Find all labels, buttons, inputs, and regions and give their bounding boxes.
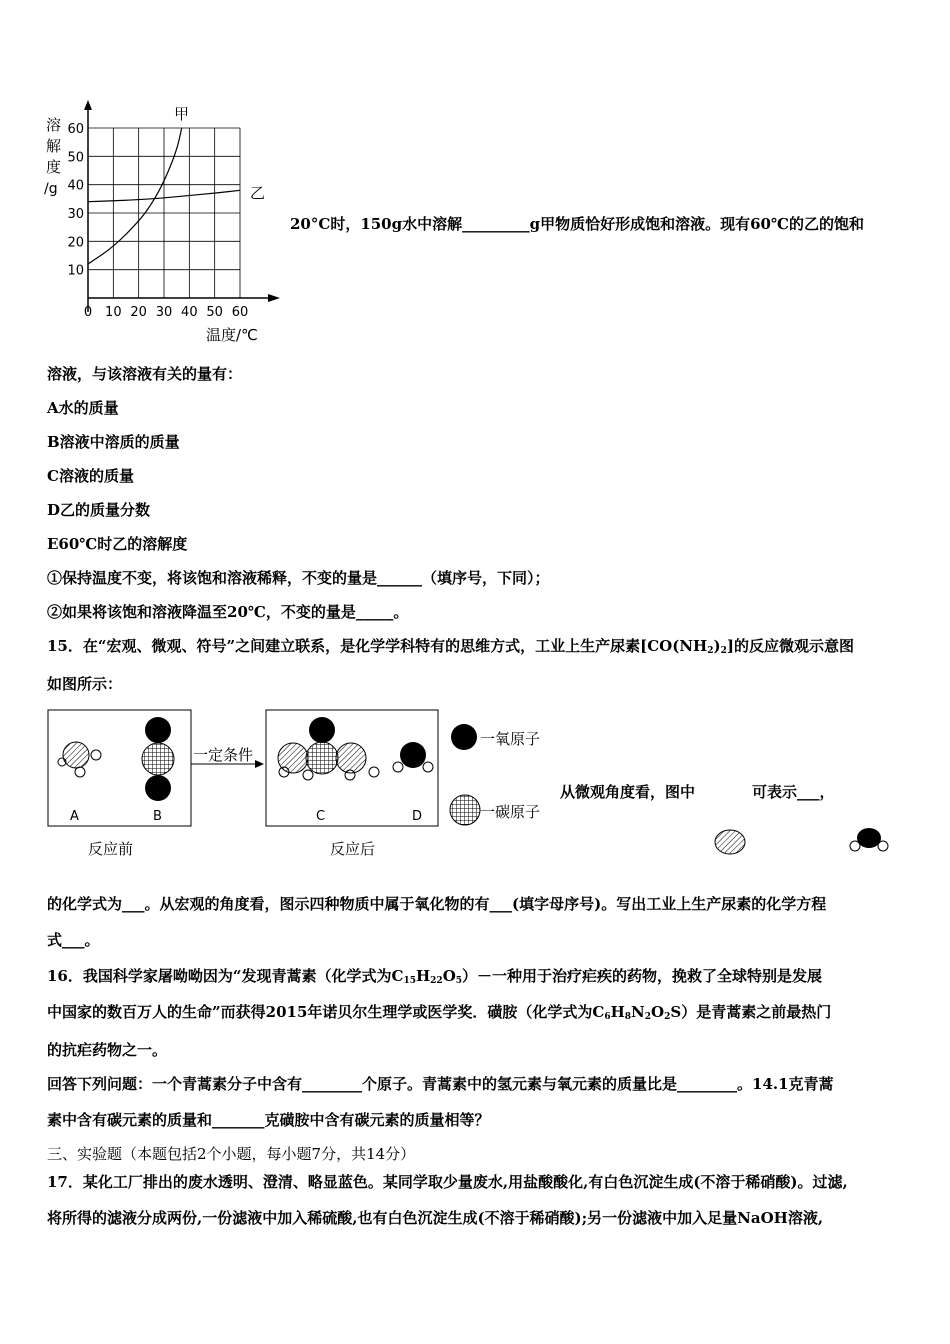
x-tick-label: 40	[181, 305, 198, 320]
label-a: A	[70, 809, 79, 824]
molecule-d	[393, 742, 433, 772]
after-label: 反应后	[330, 840, 376, 858]
molecule-b	[142, 717, 174, 801]
inline-molecule-hatched	[715, 830, 745, 854]
q14-option-b: B溶液中溶质的质量	[47, 433, 180, 451]
y-tick-label: 60	[67, 122, 84, 137]
molecule-a	[58, 742, 101, 777]
q17-line2: 将所得的滤液分成两份,一份滤液中加入稀硫酸,也有白色沉淀生成(不溶于稀硝酸);另一份滤液中加入足量NaOH溶液,	[47, 1209, 824, 1227]
series-label-yi: 乙	[250, 184, 266, 202]
x-tick-label: 50	[206, 305, 223, 320]
q16-line5: 素中含有碳元素的质量和_______克磺胺中含有碳元素的质量相等？	[47, 1111, 490, 1129]
molecule-c	[278, 717, 379, 780]
q17-line1: 17．某化工厂排出的废水透明、澄清、略显蓝色。某同学取少量废水,用盐酸酸化,有白色沉淀生成(不溶于稀硝酸)。过滤,	[47, 1173, 848, 1191]
legend-carbon-icon	[450, 795, 480, 825]
y-tick-label: 20	[67, 235, 84, 251]
legend-oxygen: 一氧原子	[480, 730, 541, 748]
q16-line2: 中国家的数百万人的生命”而获得2015年诺贝尔生理学或医学奖．磺胺（化学式为$C_6H_8N_2O_2S$）是青蒿素之前最热门	[47, 1003, 832, 1022]
q14-option-d: D乙的质量分数	[47, 501, 151, 519]
q14-option-e: E60℃时乙的溶解度	[47, 535, 188, 553]
y-label-4: /g	[44, 181, 58, 197]
label-b: B	[153, 809, 162, 824]
q16-line4: 回答下列问题：一个青蒿素分子中含有________个原子。青蒿素中的氢元素与氧元素的质量比是________。14.1克青蒿	[47, 1075, 834, 1093]
reaction-arrow-head	[255, 760, 264, 768]
x-tick-label: 60	[231, 305, 249, 320]
q15-line3: 的化学式为___。从宏观的角度看，图示四种物质中属于氧化物的有___(填字母序号)。写出工业上生产尿素的化学方程	[47, 895, 827, 913]
series-label-jia: 甲	[174, 105, 190, 123]
q15-side-text-a: 从微观角度看，图中	[560, 783, 696, 801]
x-tick-label: 30	[155, 305, 173, 320]
y-axis-arrow	[84, 100, 92, 110]
q14-option-c: C溶液的质量	[47, 467, 134, 485]
q16-line1: 16．我国科学家屠呦呦因为“发现青蒿素（化学式为$C_{15}H_{22}O_5)-$一种用于治疗疟疾的药物，挽救了全球特别是发展	[47, 967, 823, 986]
legend-oxygen-icon	[451, 724, 477, 750]
x-tick-label: 10	[105, 305, 122, 320]
solubility-chart	[40, 100, 285, 345]
q14-sub1: ①保持温度不变，将该饱和溶液稀释，不变的量是______（填序号，下同）；	[47, 569, 550, 587]
y-tick-label: 30	[67, 207, 84, 222]
q14-sub2: ②如果将该饱和溶液降温至20℃，不变的量是_____。	[47, 603, 409, 621]
y-label-3: 度	[46, 158, 62, 176]
chart-grid	[88, 128, 240, 298]
q14-line1: 20°C时，150g水中溶解_________g甲物质恰好形成饱和溶液。现有60℃的乙的饱和	[290, 215, 864, 233]
series-line-jia	[88, 128, 182, 264]
label-d: D	[412, 809, 423, 824]
y-tick-label: 40	[67, 178, 84, 194]
q15-side-text-b: 可表示___，	[752, 783, 835, 801]
q14-line2: 溶液，与该溶液有关的量有：	[47, 365, 243, 383]
y-tick-label: 50	[67, 150, 84, 166]
x-tick-label: 0	[83, 305, 93, 320]
inline-molecule-water	[850, 828, 888, 851]
before-label: 反应前	[88, 840, 134, 858]
q16-line3: 的抗疟药物之一。	[47, 1041, 168, 1059]
y-label-1: 溶	[46, 116, 62, 134]
label-c: C	[316, 809, 326, 824]
q14-option-a: A水的质量	[47, 399, 119, 417]
reaction-condition: 一定条件	[193, 746, 254, 764]
q15-line2: 如图所示：	[47, 675, 123, 693]
legend-carbon: 一碳原子	[480, 803, 541, 821]
section-3-heading: 三、实验题（本题包括2个小题，每小题7分，共14分）	[47, 1145, 416, 1163]
x-tick-label: 20	[130, 305, 147, 320]
y-tick-label: 10	[67, 263, 84, 279]
q15-line1: 15．在“宏观、微观、符号”之间建立联系，是化学学科特有的思维方式，工业上生产尿素$[CO(NH_2)_2]$的反应微观示意图	[47, 637, 854, 656]
y-label-2: 解	[46, 137, 62, 155]
x-axis-arrow	[268, 294, 280, 302]
x-axis-label: 温度/℃	[206, 326, 258, 344]
q15-line4: 式___。	[47, 931, 100, 949]
